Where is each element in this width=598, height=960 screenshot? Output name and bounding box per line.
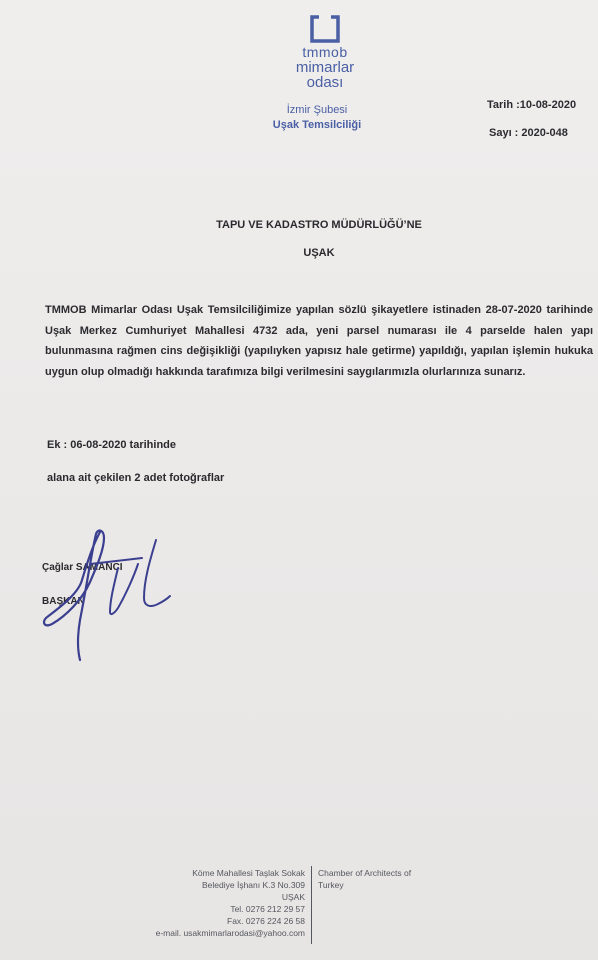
logo-text-mimarlar: mimarlar — [295, 59, 355, 76]
footer-email: e-mail. usakmimarlarodasi@yahoo.com — [155, 928, 305, 938]
logo-text-tmmob: tmmob — [302, 44, 348, 60]
footer-english-line: Chamber of Architects of — [318, 868, 412, 878]
footer-address-line: Köme Mahallesi Taşlak Sokak — [192, 868, 305, 878]
footer-divider — [311, 866, 312, 944]
recipient-office: TAPU VE KADASTRO MÜDÜRLÜĞÜ’NE — [216, 219, 422, 231]
footer-address — [150, 867, 305, 939]
signatory-title: BAŞKAN — [42, 596, 85, 607]
signatory-name: Çağlar SAMANCI — [42, 562, 123, 573]
branch-block — [272, 103, 362, 133]
attachment-description: alana ait çekilen 2 adet fotoğraflar — [47, 472, 225, 484]
logo-text-odasi: odası — [306, 74, 344, 91]
document-date: Tarih :10-08-2020 — [487, 99, 577, 111]
branch-name: İzmir Şubesi — [286, 104, 348, 116]
letter-body: TMMOB Mimarlar Odası Uşak Temsilciliğimize yapılan sözlü şikayetlere istinaden 28-07-2020 tarihinde Uşak Merkez Cumhuriyet Mahallesi 4732 ada, yeni parsel numarası ile 4 parselde halen yapı bulunmasına rağmen cins değişikliği (yapılıyken yapısız hale getirme) yapıldığı, yapılan işlemin hukuka uygun olup olmadığı hakkında tarafımıza bilgi verilmesini saygılarımızla olurlarınıza sunarız. — [45, 304, 593, 378]
footer-english-line: Turkey — [318, 880, 344, 890]
footer-phone: Tel. 0276 212 29 57 — [230, 904, 305, 914]
representation-name: Uşak Temsilciliği — [272, 119, 362, 131]
tmmob-logo — [270, 15, 380, 90]
footer-english-name — [318, 867, 411, 891]
footer-address-line: Belediye İşhanı K.3 No.309 — [201, 880, 305, 890]
logo-frame-icon — [310, 15, 340, 43]
attachment-line: Ek : 06-08-2020 tarihinde — [47, 439, 177, 451]
recipient-city: UŞAK — [303, 247, 335, 259]
footer-address-line: UŞAK — [281, 892, 305, 902]
handwritten-signature — [38, 520, 178, 665]
footer-fax: Fax. 0276 224 26 58 — [227, 916, 305, 926]
document-number: Sayı : 2020-048 — [489, 127, 568, 139]
